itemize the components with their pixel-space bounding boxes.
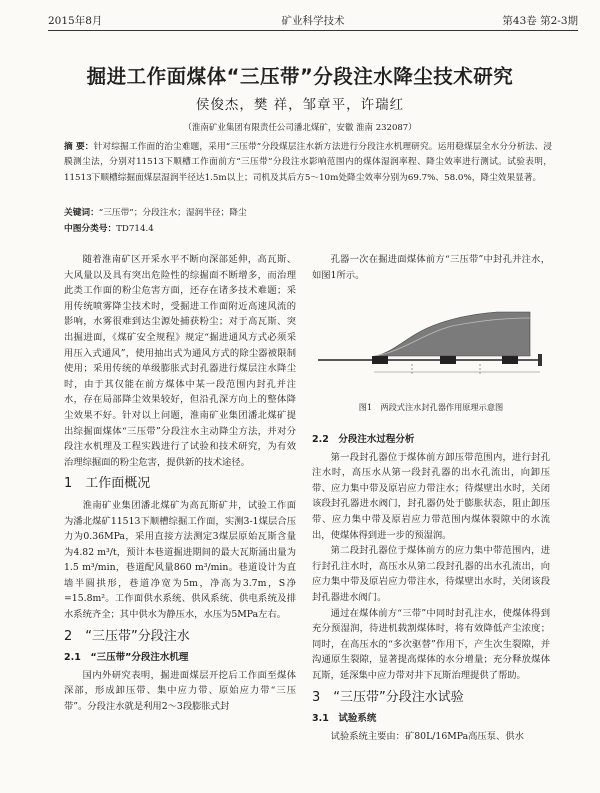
intro-paragraph: 随着淮南矿区开采水平不断向深部延伸，高瓦斯、大风量以及具有突出危险性的综掘面不断增多，而治理此类工作面的粉尘危害方面，还存在诸多技术难题；采用传统喷雾降尘技术时，受掘进工作面附近高速风流的影响，水雾很难到达尘源处捕获粉尘；对于高瓦斯、突出掘进面，《煤矿安全规程》规定“掘进通风方式必须采用压入式通风”，使用抽出式为通风方式的除尘器被限制使用；采用传统的单级膨胀式封孔器进行煤层注水降尘时，由于其仅能在前方煤体中某一段范围内封孔并注水，存在局部降尘效果较好，但沿孔深方向上的整体降尘效果不好。针对以上问题，淮南矿业集团潘北煤矿提出综掘面煤体“三压带”分段注水主动降尘方法，并对分段注水机理及工程实践进行了试验和技术研究，为有效治理综掘面的粉尘危害，提供新的技术途径。 [64,254,296,468]
classification [64,222,154,234]
section-2-2-heading: 2.2 分段注水过程分析 [312,434,415,445]
section-2-2-paragraph-3: 通过在煤体前方“三带”中同时封孔注水，使煤体得到充分预湿润，待进机载割煤体时，将有效降低产尘浓度；同时，在高压水的“多次驱替”作用下，产生次生裂隙，并沟通原生裂隙，显著提高煤体的水分增量；充分释放煤体瓦斯，延深集中应力带对井下瓦斯治理提供了帮助。 [312,607,550,681]
figure-1-caption: 图1 两段式注水封孔器作用原理示意图 [358,402,504,412]
abstract-text: 针对综掘工作面的治尘难题，采用“三压带”分段煤层注水新方法进行分段注水机理研究。运用稳煤层全水分分析法、浸膜测尘法，分别对11513下顺槽工作面前方“三压带”分段注水影响范围内的煤体湿润率程、降尘效率进行测试。试验表明，11513下顺槽综掘面煤层湿润半径达1.5m以上；司机及其后方5～10m处降尘效率分别为69.7%、58.0%，降尘效果显著。 [64,142,552,183]
abstract-label: 摘 要： [64,142,94,152]
packer-2 [440,356,456,364]
packer-3 [502,356,518,364]
section-2-2-paragraph-1: 第一段封孔器位于煤体前方卸压带范围内，进行封孔注水时，高压水从第一段封孔器的出水孔流出，向卸压带、应力集中带及原岩应力带注水；待煤壁出水时，关闭该段封孔器进水阀门，封孔器仍处于膨胀状态，阻止卸压带、应力集中带及原岩应力带范围内煤体裂隙中的水流出，使煤体得到进一步的预湿润。 [312,451,550,541]
borehole-end [538,354,542,366]
keywords-text: “三压带”；分段注水；湿润半径；降尘 [98,208,247,218]
issue-date: 2015年8月 [48,15,103,27]
figure-intro-text: 孔器一次在掘进面煤体前方“三压带”中封孔并注水，如图1所示。 [312,254,550,281]
figure-1-diagram [312,296,550,378]
keywords-label: 关键词： [64,208,99,218]
section-3-heading: 3 “三压带”分段注水试验 [312,689,464,705]
right-column-lower [312,428,550,744]
volume-info: 第43卷 第2-3期 [502,15,578,27]
section-1-text: 淮南矿业集团潘北煤矿为高瓦斯矿井，试验工作面为潘北煤矿11513下顺槽综掘工作面，实测3-1煤层合压力为0.36MPa，采用直接方法测定3煤层原始瓦斯含量为4.82 m³/t，预计本巷道掘进期间的最大瓦斯涌出量为1.5 m³/min，巷道配风量860 m³/min。巷道设计为直墙半圆拱形，巷道净宽为5m，净高为3.7m，S净=15.8m²。工作面供水系统、供风系统、供电系统及排水系统齐全；其中供水为静压水，水压为5MPa左右。 [64,499,296,621]
packer-1 [372,356,388,364]
section-1-heading: 1 工作面概况 [64,476,151,492]
header-divider [48,30,578,31]
section-2-1-heading: 2.1 “三压带”分段注水机理 [64,652,189,664]
clc-label: 中图分类号： [64,224,117,234]
left-column [64,252,296,715]
authors: 侯俊杰，樊 祥，邹章平，许瑞红 [195,97,405,113]
section-2-2-paragraph-2: 第二段封孔器位于煤体前方的应力集中带范围内，进行封孔注水时，高压水从第二段封孔器的出水孔流出，向应力集中带及原岩应力带注水，待煤壁出水时，关闭该段封孔器进水阀门。 [312,545,550,603]
journal-name: 矿业科学技术 [281,15,345,27]
section-2-1-text: 国内外研究表明，掘进面煤层开挖后工作面至煤体深部，形成卸压带、集中应力带、原始应力带“三压带”。分段注水就是利用2～3段膨胀式封 [64,669,296,713]
affiliation: （淮南矿业集团有限责任公司潘北煤矿，安徽 淮南 232087） [183,123,417,133]
section-3-1-text: 试验系统主要由：矿80L/16MPa高压泵、供水 [330,730,524,742]
clc-text: TD714.4 [116,224,154,234]
keywords [64,206,247,218]
right-column-top [312,252,550,283]
paper-title: 掘进工作面煤体“三压带”分段注水降尘技术研究 [86,65,514,88]
abstract [64,140,552,186]
section-2-heading: 2 “三压带”分段注水 [64,628,190,644]
running-header [48,13,578,29]
section-3-1-heading: 3.1 试验系统 [312,713,377,725]
